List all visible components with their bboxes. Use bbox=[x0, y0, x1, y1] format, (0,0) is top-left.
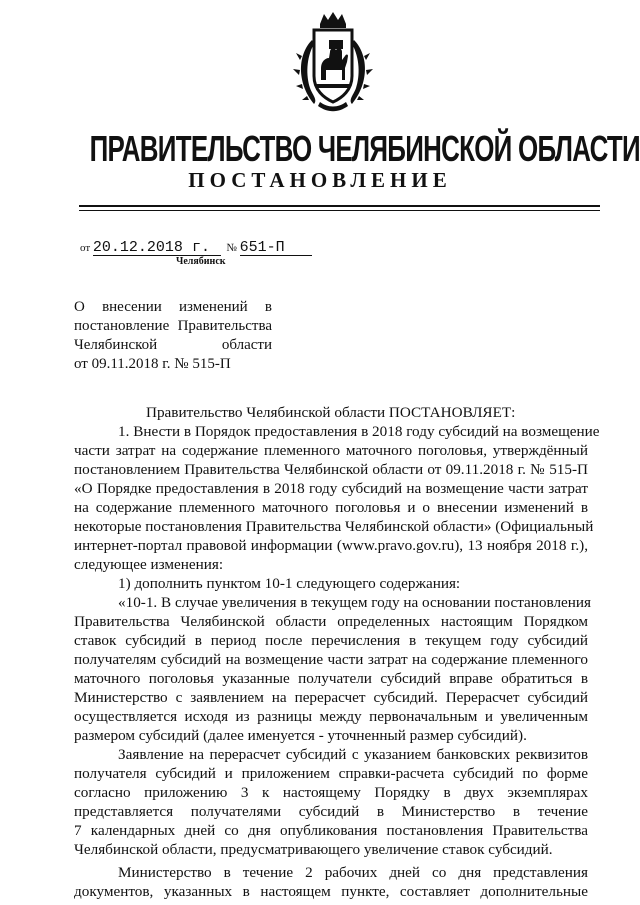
body-line: постановлением Правительства Челябинской области от 09.11.2018 г. № 515-П bbox=[74, 461, 588, 478]
subject-line: О внесении изменений в bbox=[74, 299, 272, 315]
body-line: размером субсидий (далее именуется - уточненный размер субсидий). bbox=[74, 727, 527, 744]
body-line: 7 календарных дней со дня опубликования постановления Правительства bbox=[74, 822, 588, 839]
body-line: Министерство в течение 2 рабочих дней со дня представления bbox=[118, 864, 588, 881]
body-line: получателям субсидий на возмещение части затрат на содержание племенного bbox=[74, 651, 588, 668]
document-meta bbox=[80, 240, 312, 256]
document-date: 20.12.2018 г. bbox=[93, 240, 221, 256]
body-line: 1. Внести в Порядок предоставления в 2018 году субсидий на возмещение bbox=[118, 423, 600, 440]
body-line: на содержание племенного маточного поголовья и о внесении изменений в bbox=[74, 499, 588, 516]
body-line: следующее изменения: bbox=[74, 556, 224, 573]
body-line: Министерство с заявлением на перерасчет субсидий. Перерасчет субсидий bbox=[74, 689, 588, 706]
body-line: ставок субсидий в период после перечисления в текущем году субсидий bbox=[74, 632, 588, 649]
chelyabinsk-coat-of-arms-icon bbox=[290, 10, 376, 114]
body-line: интернет-портал правовой информации (www.pravo.gov.ru), 13 ноября 2018 г.), bbox=[74, 537, 588, 554]
body-line: Челябинской области, предусматривающего увеличение ставок субсидий. bbox=[74, 841, 553, 858]
body-line: части затрат на содержание племенного маточного поголовья, утверждённый bbox=[74, 442, 588, 459]
subject-line: Челябинской области bbox=[74, 337, 272, 353]
body-line: «О Порядке предоставления в 2018 году субсидий на возмещение части затрат bbox=[74, 480, 588, 497]
body-line: 1) дополнить пунктом 10-1 следующего содержания: bbox=[118, 575, 461, 592]
body-line: представляется получателями субсидий в Министерство в течение bbox=[74, 803, 588, 820]
header-rule-thin bbox=[79, 210, 600, 211]
body-line: документов, указанных в настоящем пункте, составляет дополнительные bbox=[74, 883, 588, 900]
body-line: «10-1. В случае увеличения в текущем году на основании постановления bbox=[118, 594, 592, 611]
subject-line: от 09.11.2018 г. № 515-П bbox=[74, 356, 231, 372]
body-line: Правительство Челябинской области ПОСТАНОВЛЯЕТ: bbox=[146, 404, 516, 421]
document-city: Челябинск bbox=[176, 256, 226, 267]
body-line: Правительства Челябинской области определенных настоящим Порядком bbox=[74, 613, 588, 630]
document-number: 651-П bbox=[240, 240, 312, 256]
number-prefix: № bbox=[226, 242, 237, 254]
document-kind: ПОСТАНОВЛЕНИЕ bbox=[188, 168, 452, 192]
subject-line: постановление Правительства bbox=[74, 318, 272, 334]
body-line: согласно приложению 3 к настоящему Порядку в двух экземплярах bbox=[74, 784, 588, 801]
body-line: осуществляется исходя из разницы между первоначальным и увеличенным bbox=[74, 708, 588, 725]
date-prefix: от bbox=[80, 242, 91, 254]
body-line: некоторые постановления Правительства Челябинской области» (Официальный bbox=[74, 518, 594, 535]
document-subject bbox=[74, 298, 272, 374]
document-body bbox=[74, 403, 600, 901]
body-line: Заявление на перерасчет субсидий с указанием банковских реквизитов bbox=[118, 746, 588, 763]
body-line: получателя субсидий и приложением справки-расчета субсидий по форме bbox=[74, 765, 588, 782]
government-title: ПРАВИТЕЛЬСТВО ЧЕЛЯБИНСКОЙ ОБЛАСТИ bbox=[89, 128, 640, 169]
header-rule-thick bbox=[79, 205, 600, 207]
body-line: маточного поголовья указанные получатели субсидий вправе обратиться в bbox=[74, 670, 588, 687]
